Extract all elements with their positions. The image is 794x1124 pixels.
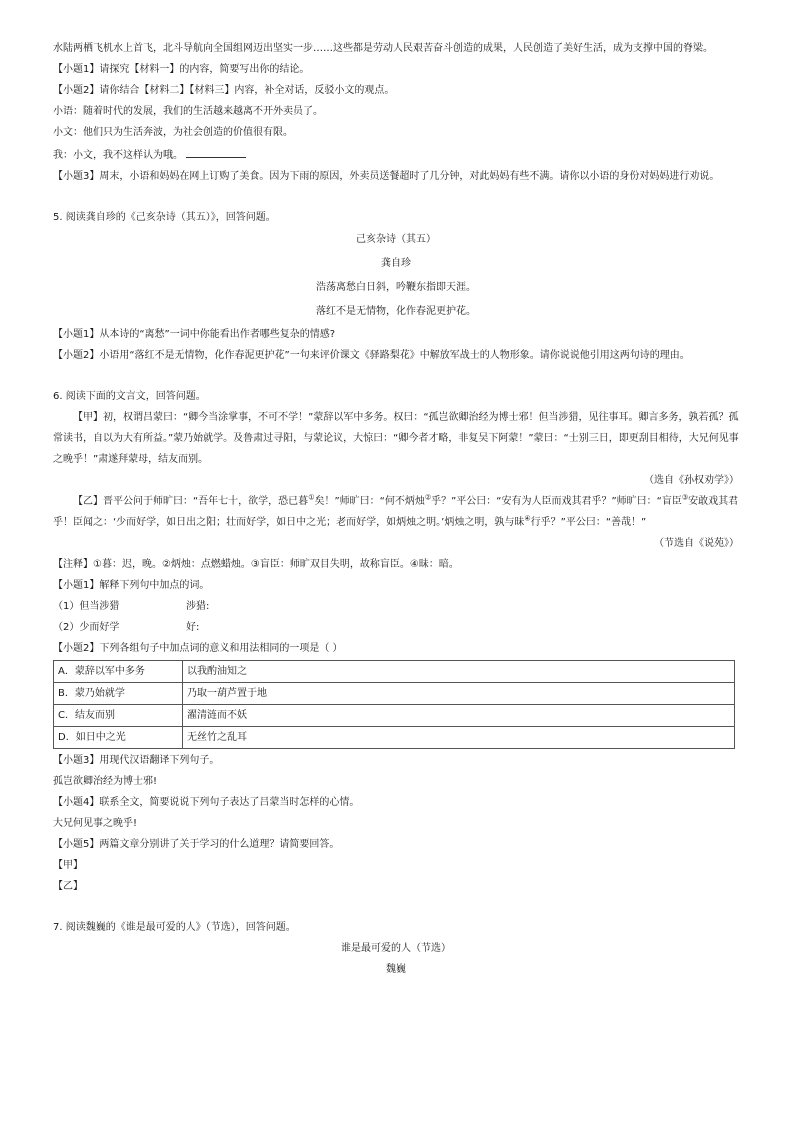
word-row-1-sentence: （1）但当涉猎 [53, 601, 120, 612]
section6-question-4: 【小题4】联系全文，简要说说下列句子表达了吕蒙当时怎样的心情。 [53, 797, 360, 808]
passage-yi [53, 491, 739, 533]
option-b-left: B．蒙乃始就学 [54, 683, 183, 705]
passage-yi-source: （节选自《说苑》） [654, 538, 739, 549]
option-c-right: 濯清涟而不妖 [183, 705, 735, 727]
page-content [53, 38, 739, 980]
answer-yi-label: 【乙】 [53, 881, 83, 892]
option-a-right: 以我酌油知之 [183, 661, 735, 683]
section4-text: 水陆两栖飞机水上首飞，北斗导航向全国组网迈出坚实一步……这些都是劳动人民艰苦奋斗创造的成果，人民创造了美好生活，成为支撑中国的脊梁。 [53, 43, 713, 54]
note-mark-4: ④ [524, 514, 531, 523]
passage-yi-part-3: 乎？”平公曰：“安有为人臣而戏其君乎？”师旷曰：“盲臣 [431, 496, 682, 507]
word-row-2-sentence: （2）少而好学 [53, 622, 120, 633]
passage-yi-part-4: 安敢戏其君乎！臣闻之：‘少而好学，如日出之阳；壮而好学，如日中之光；老而好学，如炳烛之明。’炳烛之明，孰与昧 [53, 496, 739, 528]
poem-line-1: 浩荡离愁白日斜，吟鞭东指即天涯。 [316, 282, 476, 293]
section7-intro: 7. 阅读魏巍的《谁是最可爱的人》（节选），回答问题。 [53, 922, 296, 933]
word-row-2 [53, 617, 739, 638]
option-d-right: 无丝竹之乱耳 [183, 727, 735, 749]
passage-yi-part-1: 【乙】晋平公问于师旷曰：“吾年七十，欲学，恐已暮 [73, 496, 309, 507]
option-b-right: 乃取一葫芦置于地 [183, 683, 735, 705]
word-row-2-word: 好: [186, 622, 200, 633]
section6-question-2: 【小题2】下列各组句子中加点词的意义和用法相同的一项是（ ） [53, 643, 343, 654]
section6-question-1: 【小题1】解释下列句中加点的词。 [53, 580, 210, 591]
section5-question-1: 【小题1】从本诗的“离愁”一词中你能看出作者哪些复杂的情感? [53, 329, 336, 340]
option-row [54, 705, 735, 727]
answer-blank [186, 143, 246, 158]
emotion-sentence: 大兄何见事之晚乎! [53, 818, 138, 829]
option-d-left: D．如日中之光 [54, 727, 183, 749]
word-row-1-word: 涉猎: [186, 601, 210, 612]
option-c-left: C．结友而别 [54, 705, 183, 727]
passage-jia: 【甲】初，权谓吕蒙曰：“卿今当涂掌事，不可不学！”蒙辞以军中多务。权曰：“孤岂欲卿治经为博士邪！但当涉猎，见往事耳。卿言多务，孰若孤？孤常读书，自以为大有所益。”蒙乃始就学。及鲁肃过寻阳，与蒙论议，大惊曰：“卿今者才略，非复吴下阿蒙！”蒙曰：“士别三日，即更刮目相待，大兄何见事之晚乎！”肃遂拜蒙母，结友而别。 [53, 412, 739, 465]
essay-title: 谁是最可爱的人（节选） [341, 943, 451, 954]
option-a-left: A．蒙辞以军中多务 [54, 661, 183, 683]
essay-author: 魏巍 [386, 964, 406, 975]
poem-title: 己亥杂诗（其五） [356, 234, 436, 245]
section6-intro: 6. 阅读下面的文言文，回答问题。 [53, 391, 206, 402]
option-row [54, 683, 735, 705]
passage-yi-part-2: 矣！”师旷曰：“何不炳烛 [314, 496, 425, 507]
dialogue-line-1: 小语：随着时代的发展，我们的生活越来越离不开外卖员了。 [53, 106, 323, 117]
word-row-1 [53, 596, 739, 617]
answer-jia-label: 【甲】 [53, 860, 83, 871]
passage-jia-source: （选自《孙权劝学》） [644, 475, 739, 486]
section6-question-3: 【小题3】用现代汉语翻译下列句子。 [53, 755, 220, 766]
section5-question-2: 【小题2】小语用“落红不是无情物，化作春泥更护花”一句来评价课文《驿路梨花》中解放军战士的人物形象。请你说说他引用这两句诗的理由。 [53, 350, 690, 361]
option-row [54, 727, 735, 749]
section4-question-3: 【小题3】周末，小语和妈妈在网上订购了美食。因为下雨的原因，外卖员送餐超时了几分钟，对此妈妈有些不满。请你以小语的身份对妈妈进行劝说。 [53, 171, 720, 182]
translate-sentence: 孤岂欲卿治经为博士邪! [53, 776, 158, 787]
note-mark-3: ③ [681, 493, 689, 502]
section4-question-2: 【小题2】请你结合【材料二】【材料三】内容，补全对话，反驳小文的观点。 [53, 85, 395, 96]
dialogue-line-2: 小文：他们只为生活奔波，为社会创造的价值很有限。 [53, 127, 293, 138]
poem-line-2: 落红不是无情物，化作春泥更护花。 [316, 306, 476, 317]
poem-author: 龚自珍 [381, 258, 411, 269]
note-mark-1: ① [308, 493, 315, 502]
section5-intro: 5. 阅读龚自珍的《己亥杂诗（其五）》，回答问题。 [53, 212, 276, 223]
passage-yi-part-5: 行乎？”平公曰：“善哉！” [530, 517, 647, 528]
note-mark-2: ② [424, 493, 432, 502]
dialogue-line-3-text: 我：小文，我不这样认为哦。 [53, 150, 183, 161]
dialogue-line-3 [53, 143, 739, 166]
options-table [53, 660, 735, 749]
option-row [54, 661, 735, 683]
annotations: 【注释】①暮：迟，晚。②炳烛：点燃蜡烛。③盲臣：师旷双目失明，故称盲臣。④昧：暗。 [53, 559, 459, 570]
section4-question-1: 【小题1】请探究【材料一】的内容，简要写出你的结论。 [53, 64, 310, 75]
section6-question-5: 【小题5】两篇文章分别讲了关于学习的什么道理？请简要回答。 [53, 839, 340, 850]
